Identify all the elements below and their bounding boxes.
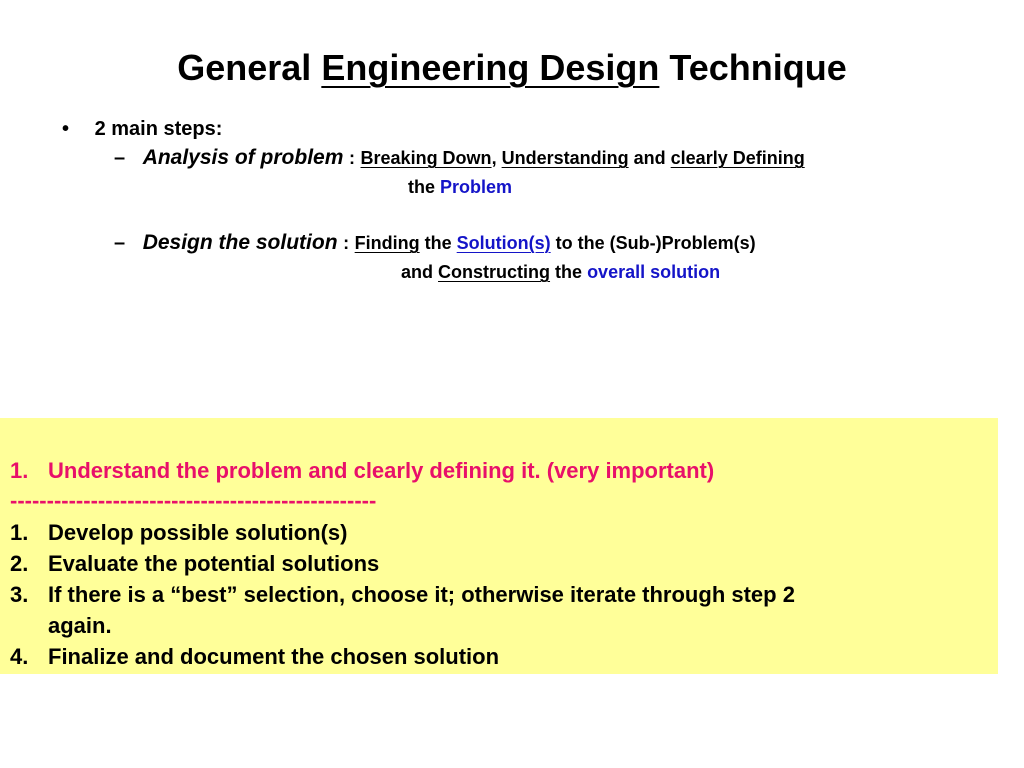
overall-solution-text: overall solution xyxy=(587,262,721,282)
finding-text: Finding xyxy=(354,233,420,253)
comma-text: , xyxy=(491,148,497,168)
list-number: 4. xyxy=(10,644,29,669)
and-text: and xyxy=(401,262,434,282)
bullet-marker: • xyxy=(62,118,70,140)
list-number: 1. xyxy=(10,458,29,483)
list-item xyxy=(10,518,347,548)
main-bullet-text: 2 main steps: xyxy=(94,118,223,140)
step-design-line2 xyxy=(401,259,720,285)
list-item-text: Evaluate the potential solutions xyxy=(48,551,380,576)
the-text: the xyxy=(408,177,435,197)
the-text: the xyxy=(555,262,583,282)
step-colon: : xyxy=(348,148,355,168)
list-item-text: If there is a “best” selection, choose it; otherwise iterate through step 2 xyxy=(48,582,795,607)
list-item xyxy=(10,642,499,672)
list-number: 2. xyxy=(10,551,29,576)
to-subproblems-text: to the (Sub-)Problem(s) xyxy=(555,233,756,253)
and-text: and xyxy=(633,148,666,168)
important-step-text: Understand the problem and clearly defining it. (very important) xyxy=(48,458,715,483)
breaking-down-text: Breaking Down xyxy=(360,148,492,168)
clearly-defining-text: clearly Defining xyxy=(670,148,805,168)
divider-line: -------------------------------------------------- xyxy=(10,488,377,513)
list-number: 1. xyxy=(10,520,29,545)
step-name-analysis: Analysis of problem xyxy=(142,146,344,169)
list-item-text: Finalize and document the chosen solution xyxy=(48,644,500,669)
main-bullet xyxy=(62,116,222,142)
the-text: the xyxy=(424,233,452,253)
step-analysis xyxy=(114,145,805,171)
highlight-box xyxy=(0,418,998,674)
title-part-engineering-design: Engineering Design xyxy=(321,47,660,88)
title-part-technique: Technique xyxy=(669,47,847,88)
step-name-design: Design the solution xyxy=(142,231,338,254)
understanding-text: Understanding xyxy=(501,148,629,168)
list-item-continuation: again. xyxy=(48,613,112,638)
step-analysis-line2 xyxy=(408,174,512,200)
problem-text: Problem xyxy=(440,177,513,197)
step-colon: : xyxy=(343,233,350,253)
list-item xyxy=(10,549,379,579)
step-dash: – xyxy=(114,232,126,254)
list-number: 3. xyxy=(10,582,29,607)
solutions-text: Solution(s) xyxy=(456,233,551,253)
list-item-text: Develop possible solution(s) xyxy=(48,520,348,545)
slide-title xyxy=(0,44,1024,92)
important-step xyxy=(10,456,714,486)
constructing-text: Constructing xyxy=(438,262,551,282)
title-part-general: General xyxy=(177,47,312,88)
list-item xyxy=(10,580,795,610)
step-design xyxy=(114,230,756,256)
step-dash: – xyxy=(114,147,126,169)
